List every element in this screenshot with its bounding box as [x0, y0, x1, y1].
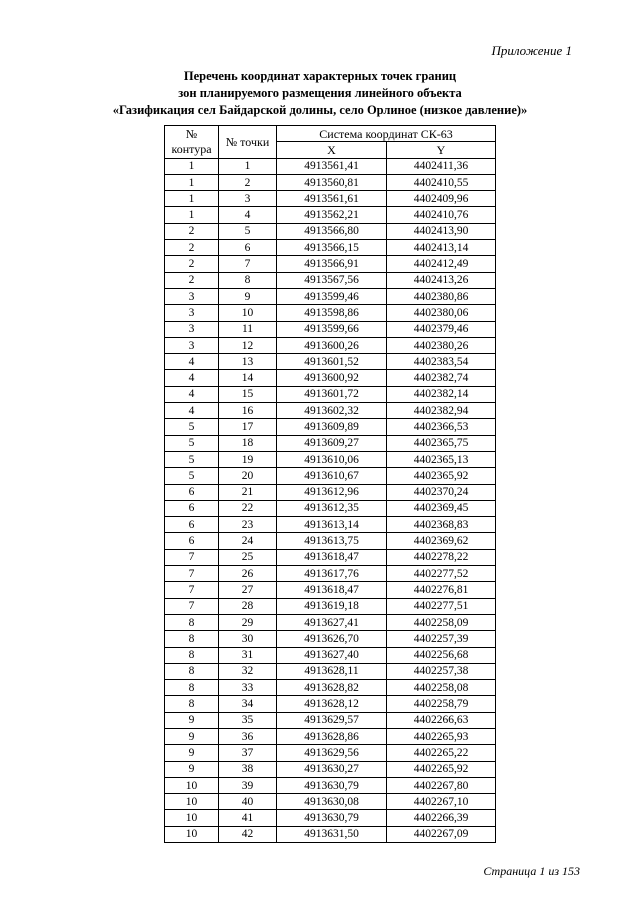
cell-y: 4402365,92 [387, 468, 496, 484]
header-y: Y [387, 142, 496, 158]
table-row [165, 794, 496, 810]
table-row [165, 647, 496, 663]
table-row [165, 174, 496, 190]
cell-x: 4913630,08 [277, 794, 387, 810]
cell-contour: 1 [165, 191, 219, 207]
cell-y: 4402413,90 [387, 223, 496, 239]
cell-point: 12 [219, 337, 277, 353]
cell-x: 4913613,14 [277, 517, 387, 533]
cell-x: 4913561,41 [277, 158, 387, 174]
cell-point: 11 [219, 321, 277, 337]
cell-contour: 6 [165, 500, 219, 516]
cell-contour: 7 [165, 566, 219, 582]
cell-point: 19 [219, 451, 277, 467]
table-row [165, 223, 496, 239]
table-row [165, 761, 496, 777]
table-row [165, 533, 496, 549]
cell-point: 20 [219, 468, 277, 484]
cell-point: 37 [219, 745, 277, 761]
header-x: X [277, 142, 387, 158]
cell-point: 4 [219, 207, 277, 223]
cell-contour: 4 [165, 403, 219, 419]
cell-point: 5 [219, 223, 277, 239]
cell-x: 4913629,57 [277, 712, 387, 728]
table-row [165, 272, 496, 288]
table-row [165, 158, 496, 174]
cell-y: 4402365,75 [387, 435, 496, 451]
cell-point: 14 [219, 370, 277, 386]
cell-contour: 2 [165, 240, 219, 256]
cell-contour: 6 [165, 533, 219, 549]
cell-point: 25 [219, 549, 277, 565]
cell-contour: 5 [165, 435, 219, 451]
cell-point: 21 [219, 484, 277, 500]
cell-y: 4402411,36 [387, 158, 496, 174]
cell-contour: 8 [165, 631, 219, 647]
table-row [165, 582, 496, 598]
cell-x: 4913628,86 [277, 728, 387, 744]
cell-point: 22 [219, 500, 277, 516]
cell-x: 4913600,26 [277, 337, 387, 353]
cell-contour: 9 [165, 745, 219, 761]
table-row [165, 337, 496, 353]
cell-x: 4913566,15 [277, 240, 387, 256]
cell-x: 4913628,11 [277, 663, 387, 679]
cell-y: 4402366,53 [387, 419, 496, 435]
cell-y: 4402370,24 [387, 484, 496, 500]
cell-contour: 9 [165, 712, 219, 728]
table-row [165, 712, 496, 728]
cell-contour: 9 [165, 728, 219, 744]
table-row [165, 451, 496, 467]
cell-x: 4913601,72 [277, 386, 387, 402]
table-row [165, 484, 496, 500]
document-title [0, 68, 640, 119]
cell-x: 4913618,47 [277, 582, 387, 598]
cell-point: 16 [219, 403, 277, 419]
cell-x: 4913627,41 [277, 614, 387, 630]
table-row [165, 614, 496, 630]
cell-point: 35 [219, 712, 277, 728]
header-coordinate-system: Система координат СК-63 [277, 126, 496, 142]
cell-x: 4913631,50 [277, 826, 387, 842]
cell-x: 4913629,56 [277, 745, 387, 761]
cell-contour: 3 [165, 337, 219, 353]
cell-x: 4913610,06 [277, 451, 387, 467]
table-row [165, 696, 496, 712]
table-row [165, 777, 496, 793]
table-row [165, 631, 496, 647]
cell-y: 4402412,49 [387, 256, 496, 272]
cell-point: 41 [219, 810, 277, 826]
cell-x: 4913566,91 [277, 256, 387, 272]
header-contour-line2: контура [171, 141, 212, 156]
cell-contour: 10 [165, 810, 219, 826]
header-contour [165, 126, 219, 159]
table-row [165, 354, 496, 370]
cell-contour: 8 [165, 614, 219, 630]
cell-y: 4402265,93 [387, 728, 496, 744]
table-row [165, 745, 496, 761]
table-row [165, 663, 496, 679]
cell-x: 4913560,81 [277, 174, 387, 190]
table-row [165, 810, 496, 826]
cell-contour: 10 [165, 794, 219, 810]
cell-y: 4402277,52 [387, 566, 496, 582]
cell-x: 4913600,92 [277, 370, 387, 386]
cell-point: 27 [219, 582, 277, 598]
cell-point: 9 [219, 288, 277, 304]
table-row [165, 598, 496, 614]
cell-x: 4913612,35 [277, 500, 387, 516]
cell-contour: 3 [165, 321, 219, 337]
cell-contour: 8 [165, 680, 219, 696]
cell-y: 4402382,14 [387, 386, 496, 402]
cell-x: 4913610,67 [277, 468, 387, 484]
cell-contour: 4 [165, 370, 219, 386]
cell-y: 4402257,39 [387, 631, 496, 647]
cell-contour: 4 [165, 354, 219, 370]
cell-y: 4402257,38 [387, 663, 496, 679]
cell-point: 13 [219, 354, 277, 370]
cell-point: 29 [219, 614, 277, 630]
cell-point: 30 [219, 631, 277, 647]
table-row [165, 500, 496, 516]
cell-y: 4402413,26 [387, 272, 496, 288]
cell-x: 4913609,27 [277, 435, 387, 451]
cell-x: 4913613,75 [277, 533, 387, 549]
cell-x: 4913561,61 [277, 191, 387, 207]
table-row [165, 240, 496, 256]
table-row [165, 517, 496, 533]
cell-contour: 8 [165, 696, 219, 712]
cell-y: 4402258,08 [387, 680, 496, 696]
table-row [165, 321, 496, 337]
header-point: № точки [219, 126, 277, 159]
cell-y: 4402256,68 [387, 647, 496, 663]
table-row [165, 370, 496, 386]
table-body [165, 158, 496, 842]
cell-x: 4913626,70 [277, 631, 387, 647]
cell-x: 4913612,96 [277, 484, 387, 500]
cell-y: 4402410,76 [387, 207, 496, 223]
cell-point: 42 [219, 826, 277, 842]
cell-y: 4402379,46 [387, 321, 496, 337]
cell-contour: 2 [165, 223, 219, 239]
header-contour-line1: № [185, 126, 198, 141]
cell-y: 4402369,45 [387, 500, 496, 516]
cell-y: 4402369,62 [387, 533, 496, 549]
cell-contour: 1 [165, 158, 219, 174]
table-row [165, 288, 496, 304]
cell-point: 15 [219, 386, 277, 402]
table-row [165, 549, 496, 565]
cell-y: 4402258,79 [387, 696, 496, 712]
cell-point: 2 [219, 174, 277, 190]
cell-contour: 7 [165, 598, 219, 614]
table-row [165, 191, 496, 207]
cell-y: 4402365,13 [387, 451, 496, 467]
cell-point: 40 [219, 794, 277, 810]
cell-point: 8 [219, 272, 277, 288]
cell-point: 32 [219, 663, 277, 679]
cell-y: 4402277,51 [387, 598, 496, 614]
table-row [165, 728, 496, 744]
cell-contour: 5 [165, 451, 219, 467]
cell-y: 4402382,94 [387, 403, 496, 419]
cell-x: 4913598,86 [277, 305, 387, 321]
cell-point: 17 [219, 419, 277, 435]
cell-point: 33 [219, 680, 277, 696]
cell-contour: 4 [165, 386, 219, 402]
cell-contour: 3 [165, 288, 219, 304]
table-row [165, 468, 496, 484]
table-row [165, 566, 496, 582]
cell-contour: 7 [165, 582, 219, 598]
cell-x: 4913630,79 [277, 810, 387, 826]
cell-x: 4913630,27 [277, 761, 387, 777]
cell-y: 4402383,54 [387, 354, 496, 370]
table-row [165, 256, 496, 272]
cell-y: 4402258,09 [387, 614, 496, 630]
cell-contour: 10 [165, 777, 219, 793]
cell-point: 39 [219, 777, 277, 793]
cell-contour: 2 [165, 272, 219, 288]
cell-point: 18 [219, 435, 277, 451]
cell-y: 4402380,06 [387, 305, 496, 321]
table-row [165, 386, 496, 402]
coordinates-table [164, 125, 496, 843]
cell-contour: 6 [165, 484, 219, 500]
cell-y: 4402278,22 [387, 549, 496, 565]
cell-y: 4402382,74 [387, 370, 496, 386]
cell-contour: 2 [165, 256, 219, 272]
table-row [165, 305, 496, 321]
title-line-1: Перечень координат характерных точек границ [183, 69, 457, 83]
cell-y: 4402410,55 [387, 174, 496, 190]
cell-point: 7 [219, 256, 277, 272]
cell-point: 36 [219, 728, 277, 744]
cell-point: 24 [219, 533, 277, 549]
cell-y: 4402265,92 [387, 761, 496, 777]
cell-y: 4402409,96 [387, 191, 496, 207]
cell-x: 4913617,76 [277, 566, 387, 582]
cell-x: 4913562,21 [277, 207, 387, 223]
cell-point: 26 [219, 566, 277, 582]
cell-point: 34 [219, 696, 277, 712]
table-row [165, 826, 496, 842]
cell-point: 38 [219, 761, 277, 777]
cell-y: 4402267,10 [387, 794, 496, 810]
cell-y: 4402266,63 [387, 712, 496, 728]
cell-y: 4402380,86 [387, 288, 496, 304]
table-row [165, 680, 496, 696]
cell-contour: 5 [165, 468, 219, 484]
cell-x: 4913630,79 [277, 777, 387, 793]
cell-x: 4913628,82 [277, 680, 387, 696]
cell-contour: 7 [165, 549, 219, 565]
cell-point: 31 [219, 647, 277, 663]
cell-x: 4913609,89 [277, 419, 387, 435]
appendix-label: Приложение 1 [491, 43, 572, 58]
title-line-3: «Газификация сел Байдарской долины, село Орлиное (низкое давление)» [112, 103, 528, 117]
cell-point: 1 [219, 158, 277, 174]
table-row [165, 419, 496, 435]
cell-point: 23 [219, 517, 277, 533]
cell-contour: 8 [165, 663, 219, 679]
cell-y: 4402368,83 [387, 517, 496, 533]
cell-y: 4402380,26 [387, 337, 496, 353]
table-row [165, 403, 496, 419]
page-number: Страница 1 из 153 [483, 864, 580, 878]
cell-contour: 5 [165, 419, 219, 435]
cell-x: 4913601,52 [277, 354, 387, 370]
cell-x: 4913627,40 [277, 647, 387, 663]
table-row [165, 207, 496, 223]
cell-y: 4402267,09 [387, 826, 496, 842]
cell-x: 4913618,47 [277, 549, 387, 565]
cell-x: 4913599,46 [277, 288, 387, 304]
table-row [165, 435, 496, 451]
cell-y: 4402276,81 [387, 582, 496, 598]
cell-y: 4402266,39 [387, 810, 496, 826]
cell-contour: 1 [165, 174, 219, 190]
cell-contour: 3 [165, 305, 219, 321]
cell-x: 4913599,66 [277, 321, 387, 337]
cell-x: 4913602,32 [277, 403, 387, 419]
cell-point: 28 [219, 598, 277, 614]
cell-contour: 9 [165, 761, 219, 777]
cell-contour: 1 [165, 207, 219, 223]
cell-y: 4402413,14 [387, 240, 496, 256]
cell-x: 4913628,12 [277, 696, 387, 712]
cell-x: 4913566,80 [277, 223, 387, 239]
cell-contour: 8 [165, 647, 219, 663]
cell-point: 3 [219, 191, 277, 207]
cell-point: 6 [219, 240, 277, 256]
cell-y: 4402267,80 [387, 777, 496, 793]
cell-y: 4402265,22 [387, 745, 496, 761]
title-line-2: зон планируемого размещения линейного объекта [178, 86, 462, 100]
cell-contour: 6 [165, 517, 219, 533]
cell-x: 4913567,56 [277, 272, 387, 288]
cell-contour: 10 [165, 826, 219, 842]
cell-x: 4913619,18 [277, 598, 387, 614]
cell-point: 10 [219, 305, 277, 321]
